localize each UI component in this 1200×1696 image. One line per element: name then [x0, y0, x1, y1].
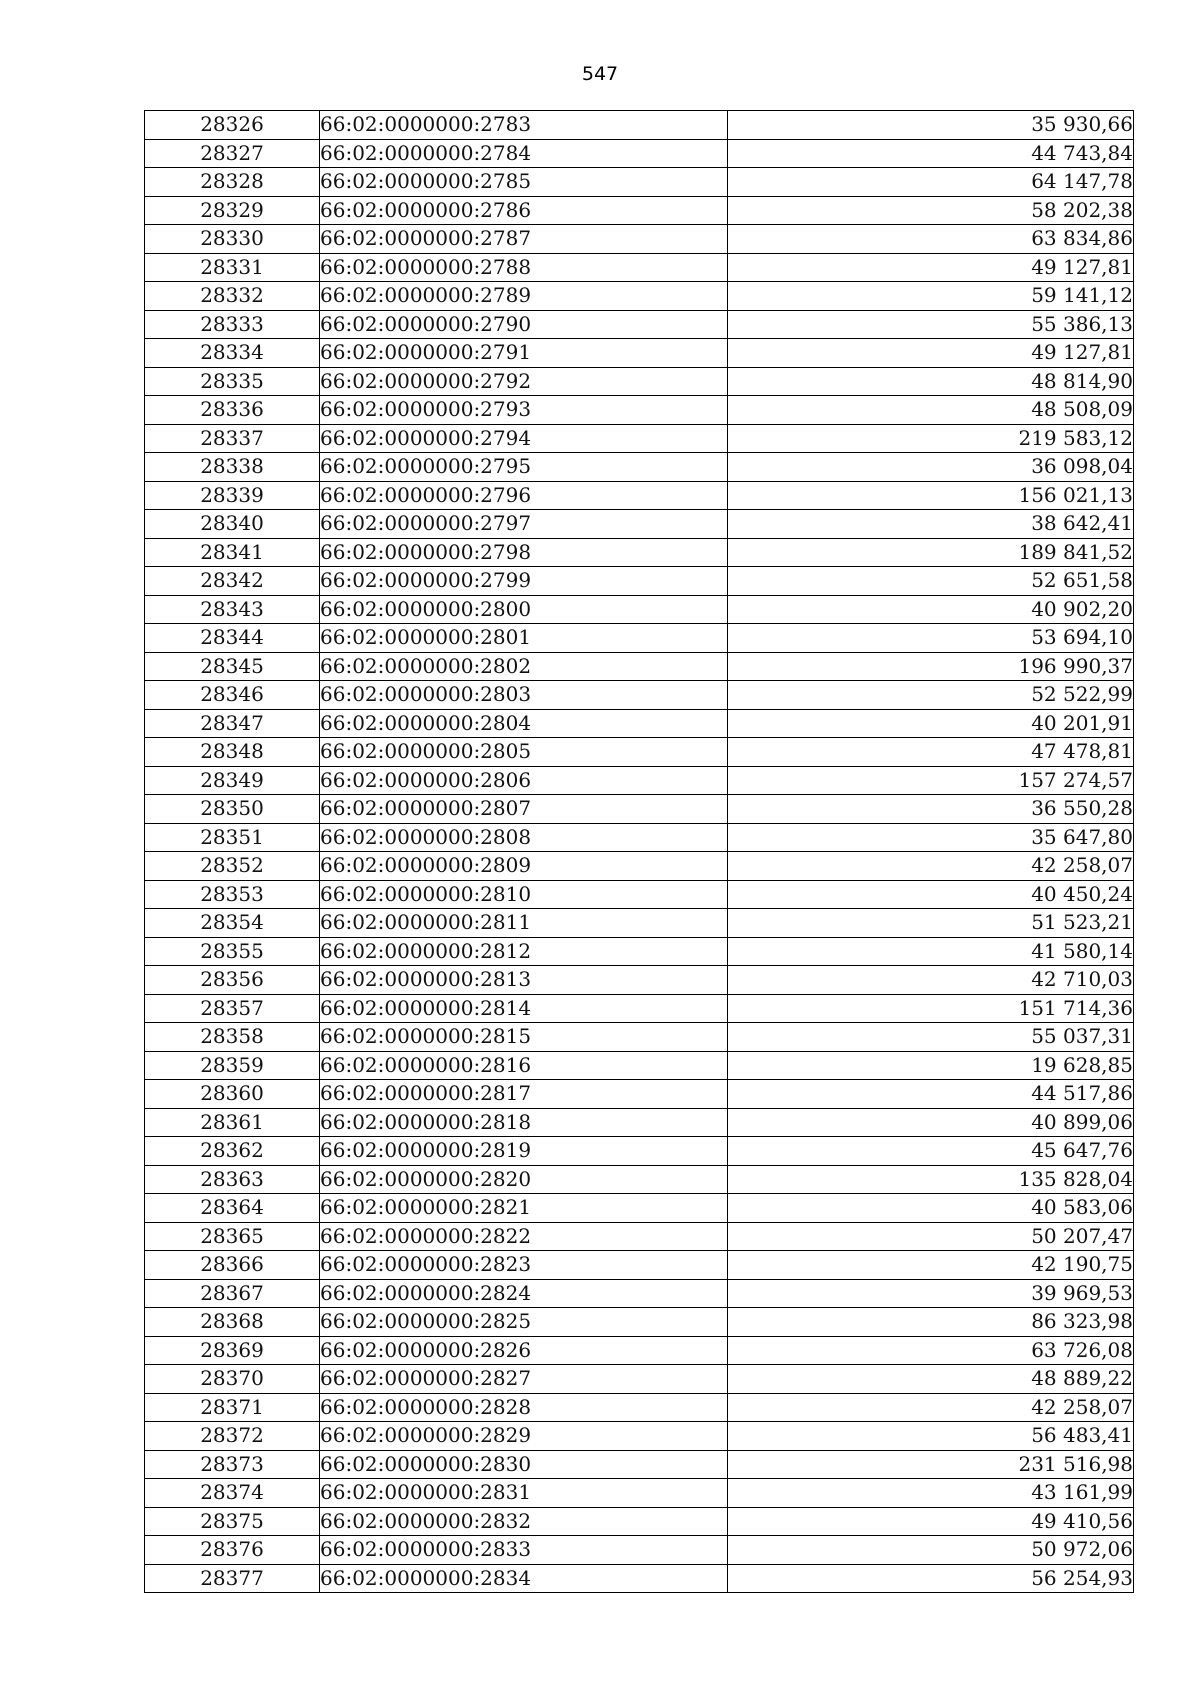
table-row	[145, 139, 1134, 168]
table-row	[145, 1165, 1134, 1194]
cadastral-number-cell: 66:02:0000000:2807	[320, 795, 728, 824]
row-index-cell: 28352	[145, 852, 320, 881]
cadastral-value-cell: 44 743,84	[728, 139, 1134, 168]
row-index-cell: 28345	[145, 652, 320, 681]
cadastral-number-cell: 66:02:0000000:2799	[320, 567, 728, 596]
row-index-cell: 28349	[145, 766, 320, 795]
cadastral-value-table	[144, 110, 1134, 1593]
cadastral-value-cell: 48 814,90	[728, 367, 1134, 396]
row-index-cell: 28344	[145, 624, 320, 653]
row-index-cell: 28350	[145, 795, 320, 824]
cadastral-value-cell: 50 972,06	[728, 1536, 1134, 1565]
table-row	[145, 253, 1134, 282]
table-row	[145, 652, 1134, 681]
table-row	[145, 282, 1134, 311]
cadastral-value-cell: 38 642,41	[728, 510, 1134, 539]
cadastral-value-cell: 196 990,37	[728, 652, 1134, 681]
table-row	[145, 538, 1134, 567]
row-index-cell: 28363	[145, 1165, 320, 1194]
page-number: 547	[581, 63, 619, 85]
row-index-cell: 28354	[145, 909, 320, 938]
table-row	[145, 880, 1134, 909]
cadastral-number-cell: 66:02:0000000:2834	[320, 1564, 728, 1593]
cadastral-value-cell: 49 127,81	[728, 253, 1134, 282]
row-index-cell: 28343	[145, 595, 320, 624]
cadastral-value-cell: 45 647,76	[728, 1137, 1134, 1166]
row-index-cell: 28372	[145, 1422, 320, 1451]
row-index-cell: 28348	[145, 738, 320, 767]
cadastral-value-cell: 35 647,80	[728, 823, 1134, 852]
cadastral-number-cell: 66:02:0000000:2830	[320, 1450, 728, 1479]
cadastral-value-cell: 42 190,75	[728, 1251, 1134, 1280]
cadastral-number-cell: 66:02:0000000:2821	[320, 1194, 728, 1223]
table-row	[145, 111, 1134, 140]
table-row	[145, 1023, 1134, 1052]
cadastral-value-cell: 40 201,91	[728, 709, 1134, 738]
cadastral-value-cell: 39 969,53	[728, 1279, 1134, 1308]
row-index-cell: 28375	[145, 1507, 320, 1536]
table-body	[145, 111, 1134, 1593]
cadastral-value-cell: 56 483,41	[728, 1422, 1134, 1451]
cadastral-number-cell: 66:02:0000000:2784	[320, 139, 728, 168]
table-row	[145, 909, 1134, 938]
cadastral-value-cell: 40 583,06	[728, 1194, 1134, 1223]
table-row	[145, 225, 1134, 254]
table-row	[145, 1308, 1134, 1337]
row-index-cell: 28355	[145, 937, 320, 966]
cadastral-number-cell: 66:02:0000000:2810	[320, 880, 728, 909]
table-row	[145, 1279, 1134, 1308]
cadastral-number-cell: 66:02:0000000:2833	[320, 1536, 728, 1565]
table-row	[145, 823, 1134, 852]
row-index-cell: 28364	[145, 1194, 320, 1223]
row-index-cell: 28373	[145, 1450, 320, 1479]
cadastral-value-cell: 35 930,66	[728, 111, 1134, 140]
row-index-cell: 28353	[145, 880, 320, 909]
row-index-cell: 28342	[145, 567, 320, 596]
cadastral-number-cell: 66:02:0000000:2803	[320, 681, 728, 710]
cadastral-value-cell: 53 694,10	[728, 624, 1134, 653]
cadastral-number-cell: 66:02:0000000:2792	[320, 367, 728, 396]
cadastral-value-cell: 47 478,81	[728, 738, 1134, 767]
row-index-cell: 28346	[145, 681, 320, 710]
cadastral-number-cell: 66:02:0000000:2827	[320, 1365, 728, 1394]
cadastral-number-cell: 66:02:0000000:2804	[320, 709, 728, 738]
cadastral-number-cell: 66:02:0000000:2815	[320, 1023, 728, 1052]
table-row	[145, 339, 1134, 368]
cadastral-value-cell: 48 508,09	[728, 396, 1134, 425]
table-row	[145, 567, 1134, 596]
row-index-cell: 28326	[145, 111, 320, 140]
table-row	[145, 367, 1134, 396]
table-row	[145, 1080, 1134, 1109]
cadastral-value-cell: 156 021,13	[728, 481, 1134, 510]
row-index-cell: 28358	[145, 1023, 320, 1052]
cadastral-value-cell: 36 098,04	[728, 453, 1134, 482]
cadastral-value-cell: 63 834,86	[728, 225, 1134, 254]
cadastral-number-cell: 66:02:0000000:2814	[320, 994, 728, 1023]
table-row	[145, 738, 1134, 767]
row-index-cell: 28332	[145, 282, 320, 311]
cadastral-number-cell: 66:02:0000000:2786	[320, 196, 728, 225]
row-index-cell: 28337	[145, 424, 320, 453]
row-index-cell: 28341	[145, 538, 320, 567]
cadastral-number-cell: 66:02:0000000:2791	[320, 339, 728, 368]
cadastral-number-cell: 66:02:0000000:2813	[320, 966, 728, 995]
cadastral-number-cell: 66:02:0000000:2797	[320, 510, 728, 539]
table-row	[145, 453, 1134, 482]
table-row	[145, 1450, 1134, 1479]
cadastral-number-cell: 66:02:0000000:2812	[320, 937, 728, 966]
cadastral-value-cell: 49 410,56	[728, 1507, 1134, 1536]
cadastral-value-cell: 55 037,31	[728, 1023, 1134, 1052]
row-index-cell: 28365	[145, 1222, 320, 1251]
cadastral-number-cell: 66:02:0000000:2829	[320, 1422, 728, 1451]
table-row	[145, 481, 1134, 510]
table-row	[145, 1222, 1134, 1251]
table-row	[145, 1479, 1134, 1508]
cadastral-value-cell: 42 258,07	[728, 1393, 1134, 1422]
table-row	[145, 624, 1134, 653]
cadastral-number-cell: 66:02:0000000:2809	[320, 852, 728, 881]
cadastral-number-cell: 66:02:0000000:2820	[320, 1165, 728, 1194]
cadastral-number-cell: 66:02:0000000:2798	[320, 538, 728, 567]
cadastral-number-cell: 66:02:0000000:2825	[320, 1308, 728, 1337]
row-index-cell: 28339	[145, 481, 320, 510]
cadastral-value-cell: 55 386,13	[728, 310, 1134, 339]
cadastral-value-cell: 231 516,98	[728, 1450, 1134, 1479]
table-row	[145, 1108, 1134, 1137]
table-row	[145, 1422, 1134, 1451]
table-row	[145, 1365, 1134, 1394]
cadastral-number-cell: 66:02:0000000:2822	[320, 1222, 728, 1251]
cadastral-number-cell: 66:02:0000000:2805	[320, 738, 728, 767]
table-row	[145, 795, 1134, 824]
cadastral-number-cell: 66:02:0000000:2794	[320, 424, 728, 453]
table-row	[145, 310, 1134, 339]
row-index-cell: 28328	[145, 168, 320, 197]
table-row	[145, 766, 1134, 795]
row-index-cell: 28369	[145, 1336, 320, 1365]
cadastral-number-cell: 66:02:0000000:2824	[320, 1279, 728, 1308]
cadastral-number-cell: 66:02:0000000:2783	[320, 111, 728, 140]
cadastral-value-cell: 219 583,12	[728, 424, 1134, 453]
table-row	[145, 852, 1134, 881]
table-row	[145, 1507, 1134, 1536]
cadastral-number-cell: 66:02:0000000:2808	[320, 823, 728, 852]
table-row	[145, 937, 1134, 966]
table-row	[145, 709, 1134, 738]
cadastral-value-cell: 63 726,08	[728, 1336, 1134, 1365]
table-row	[145, 1564, 1134, 1593]
cadastral-number-cell: 66:02:0000000:2800	[320, 595, 728, 624]
row-index-cell: 28361	[145, 1108, 320, 1137]
table-row	[145, 1251, 1134, 1280]
cadastral-number-cell: 66:02:0000000:2787	[320, 225, 728, 254]
cadastral-number-cell: 66:02:0000000:2790	[320, 310, 728, 339]
cadastral-value-cell: 52 522,99	[728, 681, 1134, 710]
table-row	[145, 1336, 1134, 1365]
cadastral-value-cell: 43 161,99	[728, 1479, 1134, 1508]
cadastral-value-cell: 40 899,06	[728, 1108, 1134, 1137]
row-index-cell: 28338	[145, 453, 320, 482]
row-index-cell: 28367	[145, 1279, 320, 1308]
cadastral-number-cell: 66:02:0000000:2788	[320, 253, 728, 282]
cadastral-number-cell: 66:02:0000000:2796	[320, 481, 728, 510]
cadastral-number-cell: 66:02:0000000:2785	[320, 168, 728, 197]
row-index-cell: 28362	[145, 1137, 320, 1166]
table-row	[145, 1137, 1134, 1166]
table-row	[145, 994, 1134, 1023]
cadastral-value-cell: 51 523,21	[728, 909, 1134, 938]
cadastral-value-cell: 42 710,03	[728, 966, 1134, 995]
cadastral-number-cell: 66:02:0000000:2811	[320, 909, 728, 938]
row-index-cell: 28360	[145, 1080, 320, 1109]
cadastral-value-cell: 42 258,07	[728, 852, 1134, 881]
table-row	[145, 196, 1134, 225]
cadastral-value-cell: 135 828,04	[728, 1165, 1134, 1194]
row-index-cell: 28334	[145, 339, 320, 368]
table-row	[145, 1194, 1134, 1223]
row-index-cell: 28366	[145, 1251, 320, 1280]
cadastral-value-cell: 58 202,38	[728, 196, 1134, 225]
row-index-cell: 28335	[145, 367, 320, 396]
cadastral-value-cell: 41 580,14	[728, 937, 1134, 966]
row-index-cell: 28330	[145, 225, 320, 254]
row-index-cell: 28377	[145, 1564, 320, 1593]
cadastral-number-cell: 66:02:0000000:2817	[320, 1080, 728, 1109]
cadastral-number-cell: 66:02:0000000:2801	[320, 624, 728, 653]
row-index-cell: 28357	[145, 994, 320, 1023]
row-index-cell: 28340	[145, 510, 320, 539]
cadastral-number-cell: 66:02:0000000:2819	[320, 1137, 728, 1166]
row-index-cell: 28327	[145, 139, 320, 168]
cadastral-value-cell: 157 274,57	[728, 766, 1134, 795]
row-index-cell: 28333	[145, 310, 320, 339]
row-index-cell: 28374	[145, 1479, 320, 1508]
row-index-cell: 28356	[145, 966, 320, 995]
row-index-cell: 28368	[145, 1308, 320, 1337]
cadastral-number-cell: 66:02:0000000:2793	[320, 396, 728, 425]
table-row	[145, 966, 1134, 995]
cadastral-number-cell: 66:02:0000000:2823	[320, 1251, 728, 1280]
cadastral-number-cell: 66:02:0000000:2806	[320, 766, 728, 795]
row-index-cell: 28370	[145, 1365, 320, 1394]
cadastral-number-cell: 66:02:0000000:2816	[320, 1051, 728, 1080]
table-row	[145, 595, 1134, 624]
row-index-cell: 28331	[145, 253, 320, 282]
cadastral-number-cell: 66:02:0000000:2795	[320, 453, 728, 482]
cadastral-value-cell: 19 628,85	[728, 1051, 1134, 1080]
cadastral-number-cell: 66:02:0000000:2818	[320, 1108, 728, 1137]
table-row	[145, 396, 1134, 425]
cadastral-value-cell: 189 841,52	[728, 538, 1134, 567]
row-index-cell: 28336	[145, 396, 320, 425]
table-row	[145, 1536, 1134, 1565]
row-index-cell: 28351	[145, 823, 320, 852]
cadastral-value-cell: 48 889,22	[728, 1365, 1134, 1394]
table-row	[145, 510, 1134, 539]
cadastral-value-cell: 40 450,24	[728, 880, 1134, 909]
cadastral-number-cell: 66:02:0000000:2802	[320, 652, 728, 681]
table-row	[145, 1393, 1134, 1422]
table-row	[145, 424, 1134, 453]
cadastral-value-cell: 64 147,78	[728, 168, 1134, 197]
cadastral-value-cell: 44 517,86	[728, 1080, 1134, 1109]
cadastral-value-cell: 59 141,12	[728, 282, 1134, 311]
cadastral-value-cell: 36 550,28	[728, 795, 1134, 824]
cadastral-number-cell: 66:02:0000000:2828	[320, 1393, 728, 1422]
cadastral-value-cell: 86 323,98	[728, 1308, 1134, 1337]
cadastral-number-cell: 66:02:0000000:2789	[320, 282, 728, 311]
cadastral-value-cell: 151 714,36	[728, 994, 1134, 1023]
row-index-cell: 28371	[145, 1393, 320, 1422]
table-row	[145, 681, 1134, 710]
row-index-cell: 28347	[145, 709, 320, 738]
row-index-cell: 28359	[145, 1051, 320, 1080]
cadastral-value-cell: 52 651,58	[728, 567, 1134, 596]
row-index-cell: 28329	[145, 196, 320, 225]
table-row	[145, 1051, 1134, 1080]
row-index-cell: 28376	[145, 1536, 320, 1565]
cadastral-number-cell: 66:02:0000000:2831	[320, 1479, 728, 1508]
table-row	[145, 168, 1134, 197]
cadastral-number-cell: 66:02:0000000:2832	[320, 1507, 728, 1536]
cadastral-value-cell: 50 207,47	[728, 1222, 1134, 1251]
cadastral-value-cell: 56 254,93	[728, 1564, 1134, 1593]
cadastral-number-cell: 66:02:0000000:2826	[320, 1336, 728, 1365]
cadastral-value-cell: 40 902,20	[728, 595, 1134, 624]
cadastral-value-cell: 49 127,81	[728, 339, 1134, 368]
